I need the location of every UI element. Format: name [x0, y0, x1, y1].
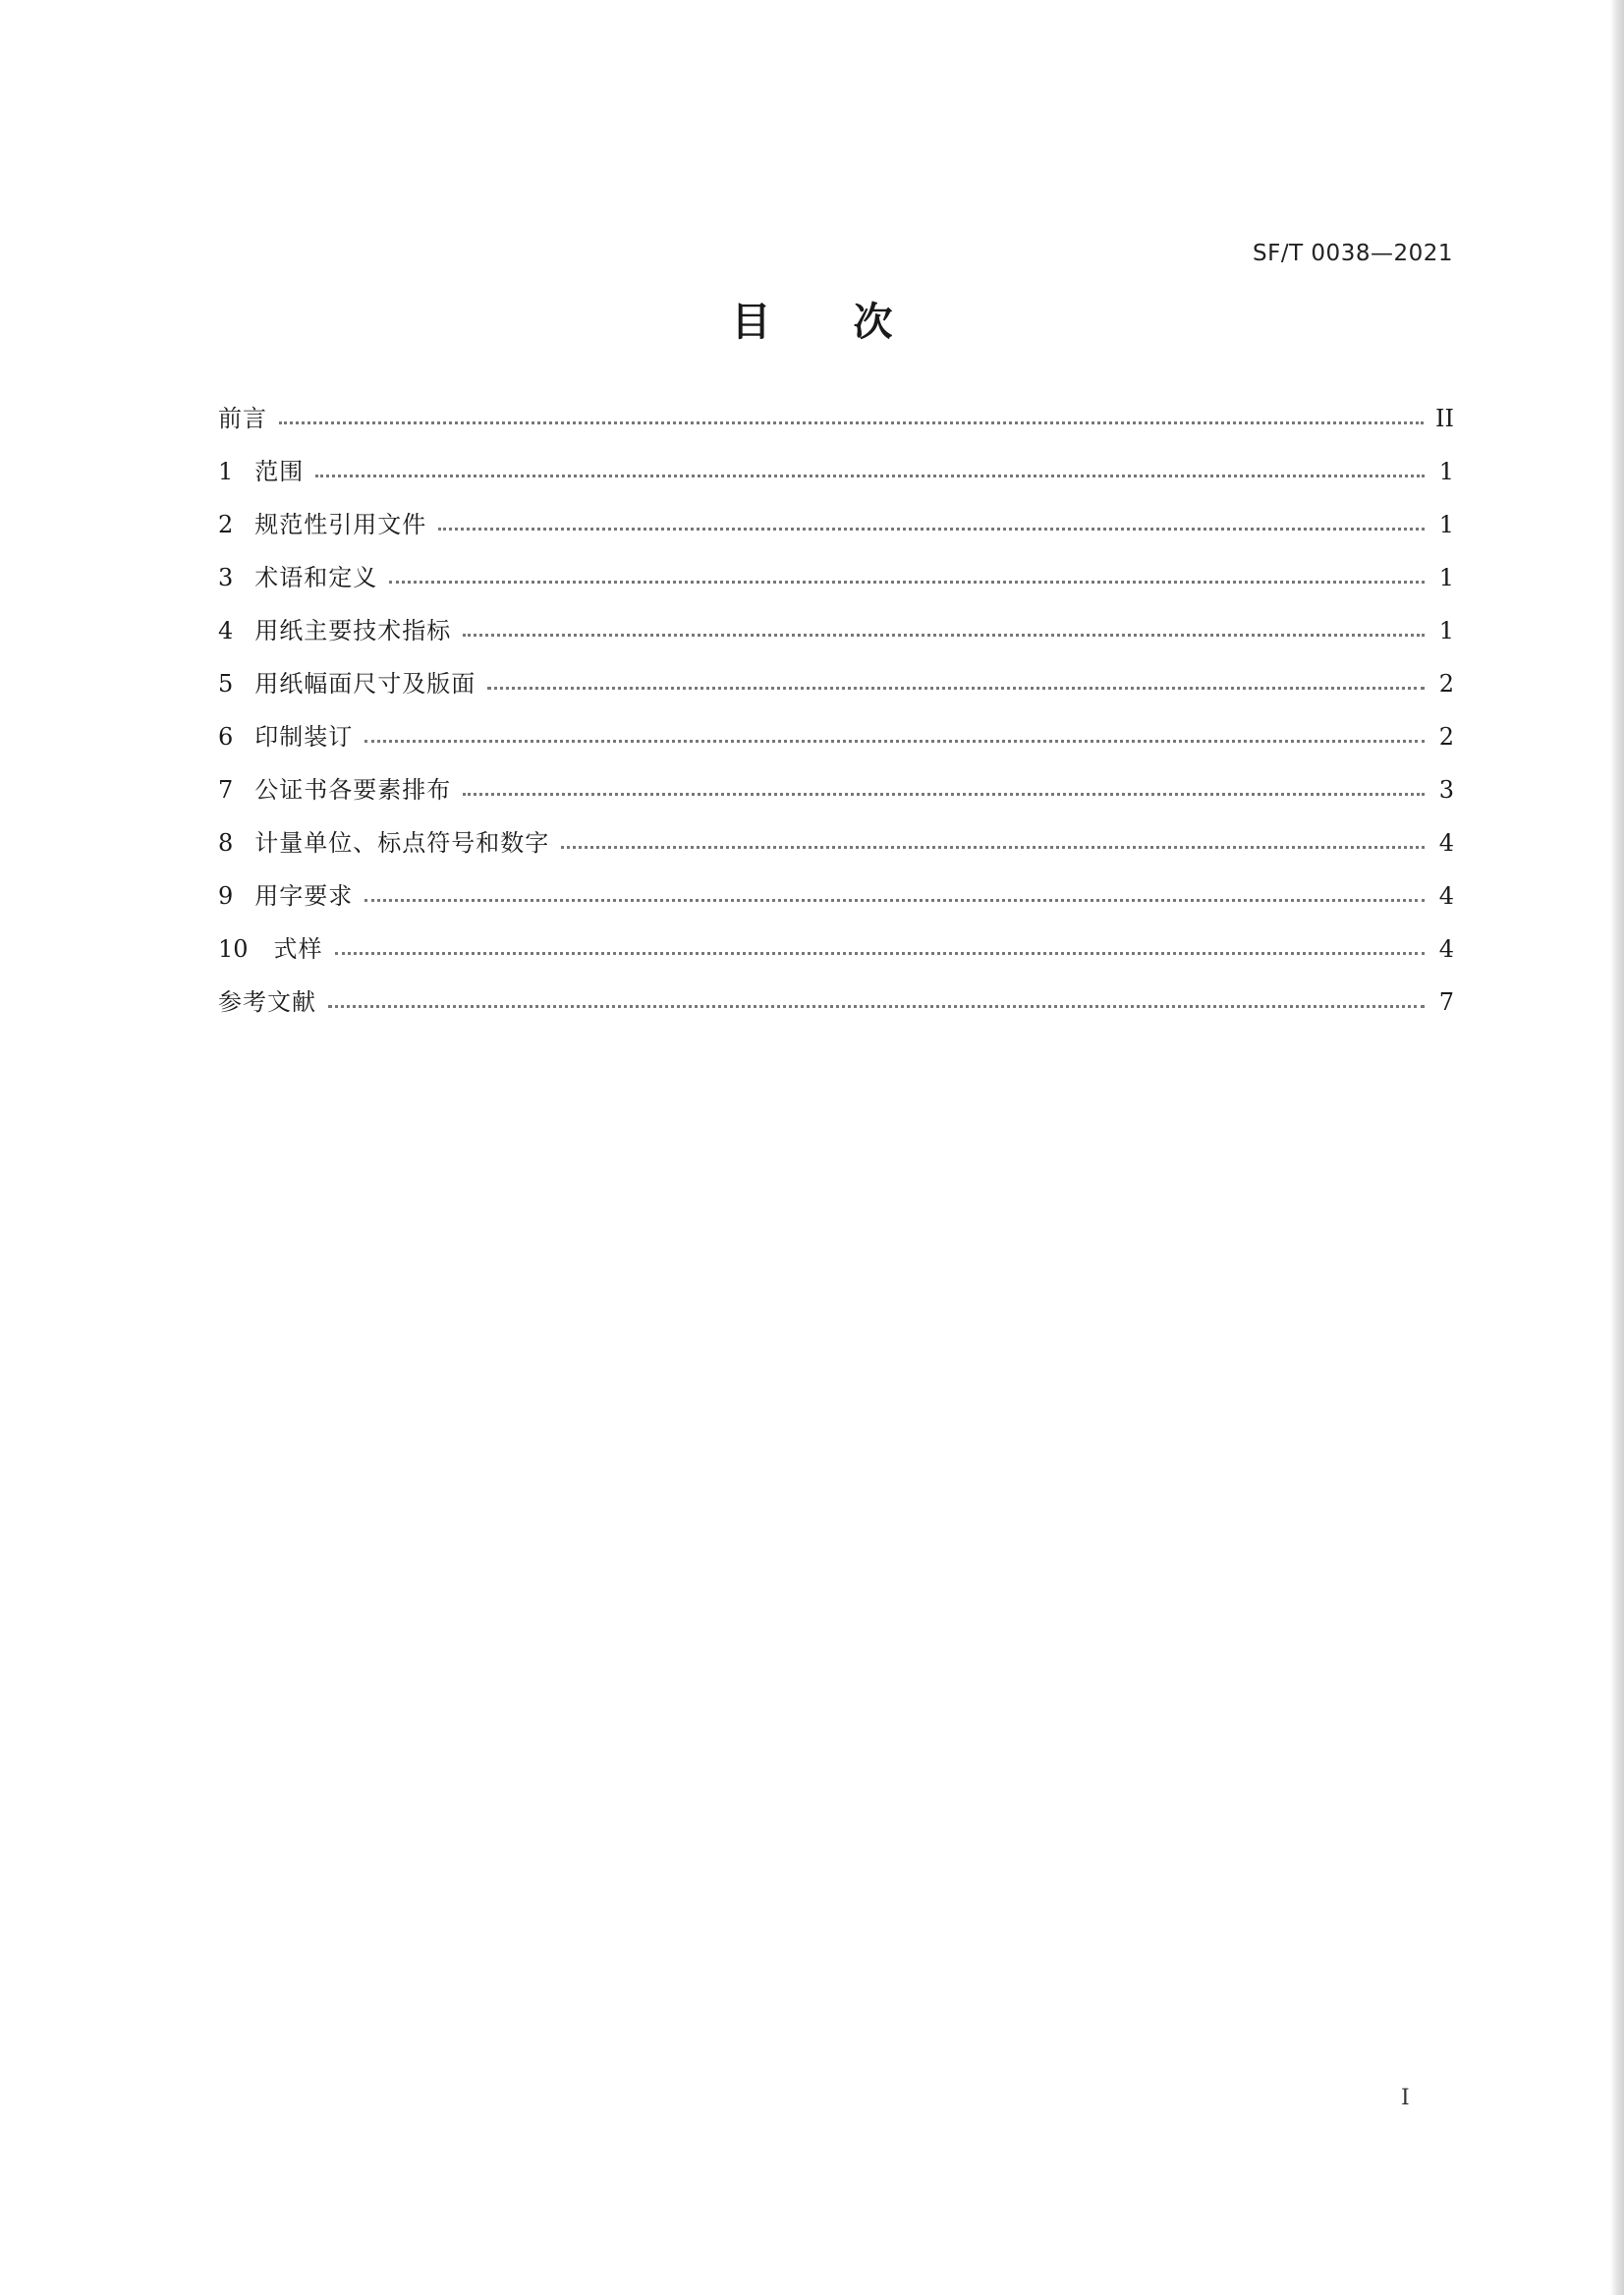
- toc-entry-label: 规范性引用文件: [254, 511, 427, 538]
- toc-entry-number: 7: [218, 776, 234, 804]
- toc-entry-label: 用纸主要技术指标: [254, 617, 452, 644]
- toc-entry-page: 4: [1438, 935, 1454, 963]
- toc-entry-label: 用字要求: [254, 882, 354, 910]
- toc-entry-scope[interactable]: [218, 457, 1454, 510]
- toc-entry-page: 1: [1438, 458, 1454, 485]
- toc-entry-units-punctuation[interactable]: [218, 828, 1454, 881]
- toc-entry-page: 4: [1438, 882, 1454, 910]
- page-number: I: [1401, 2086, 1410, 2110]
- toc-dot-leader: [487, 669, 1425, 690]
- toc-entry-number: 9: [218, 882, 234, 910]
- toc-entry-page: II: [1435, 405, 1454, 432]
- toc-entry-page: 2: [1438, 723, 1454, 751]
- toc-entry-page: 2: [1438, 670, 1454, 698]
- toc-entry-paper-size-layout[interactable]: [218, 669, 1454, 722]
- toc-entry-page: 1: [1438, 617, 1454, 644]
- toc-entry-number: 6: [218, 723, 234, 751]
- toc-dot-leader: [364, 722, 1425, 743]
- toc-entry-page: 3: [1438, 776, 1454, 804]
- toc-dot-leader: [335, 934, 1425, 955]
- toc-entry-terms-definitions[interactable]: [218, 563, 1454, 616]
- toc-entry-page: 4: [1438, 829, 1454, 857]
- toc-entry-page: 1: [1438, 511, 1454, 538]
- toc-entry-samples[interactable]: [218, 934, 1454, 987]
- toc-entry-label: 参考文献: [218, 988, 316, 1016]
- toc-dot-leader: [389, 563, 1425, 584]
- toc-dot-leader: [364, 881, 1425, 902]
- toc-entry-normative-references[interactable]: [218, 510, 1454, 563]
- toc-entry-bibliography[interactable]: [218, 987, 1454, 1040]
- page-title: [0, 291, 1624, 347]
- toc-entry-label: 范围: [254, 458, 305, 485]
- toc-dot-leader: [561, 828, 1425, 849]
- toc-entry-label: 用纸幅面尺寸及版面: [254, 670, 476, 698]
- toc-entry-page: 1: [1438, 564, 1454, 591]
- toc-entry-label: 计量单位、标点符号和数字: [254, 829, 550, 857]
- toc-entry-label: 公证书各要素排布: [254, 776, 452, 804]
- toc-entry-number: 2: [218, 511, 234, 538]
- toc-entry-number: 8: [218, 829, 234, 857]
- toc-dot-leader: [279, 404, 1424, 424]
- toc-entry-label: 印制装订: [254, 723, 354, 751]
- toc-entry-number: 3: [218, 564, 234, 591]
- toc-entry-page: 7: [1438, 988, 1454, 1016]
- toc-entry-label: 前言: [218, 405, 267, 432]
- toc-entry-character-usage[interactable]: [218, 881, 1454, 934]
- table-of-contents: [218, 404, 1454, 1040]
- toc-dot-leader: [328, 987, 1425, 1008]
- toc-entry-number: 4: [218, 617, 234, 644]
- toc-entry-number: 5: [218, 670, 234, 698]
- toc-entry-element-arrangement[interactable]: [218, 775, 1454, 828]
- page-title-char-1: 目: [731, 300, 771, 345]
- toc-entry-number: 10: [218, 935, 249, 963]
- toc-entry-printing-binding[interactable]: [218, 722, 1454, 775]
- page-title-char-2: 次: [853, 300, 893, 345]
- document-code: SF/T 0038—2021: [1252, 241, 1453, 266]
- toc-entry-paper-specs[interactable]: [218, 616, 1454, 669]
- toc-dot-leader: [438, 510, 1425, 531]
- toc-entry-number: 1: [218, 458, 234, 485]
- toc-dot-leader: [315, 457, 1425, 477]
- toc-entry-foreword[interactable]: [218, 404, 1454, 457]
- toc-dot-leader: [463, 616, 1425, 637]
- toc-entry-label: 式样: [273, 935, 323, 963]
- toc-dot-leader: [463, 775, 1425, 796]
- toc-entry-label: 术语和定义: [254, 564, 378, 591]
